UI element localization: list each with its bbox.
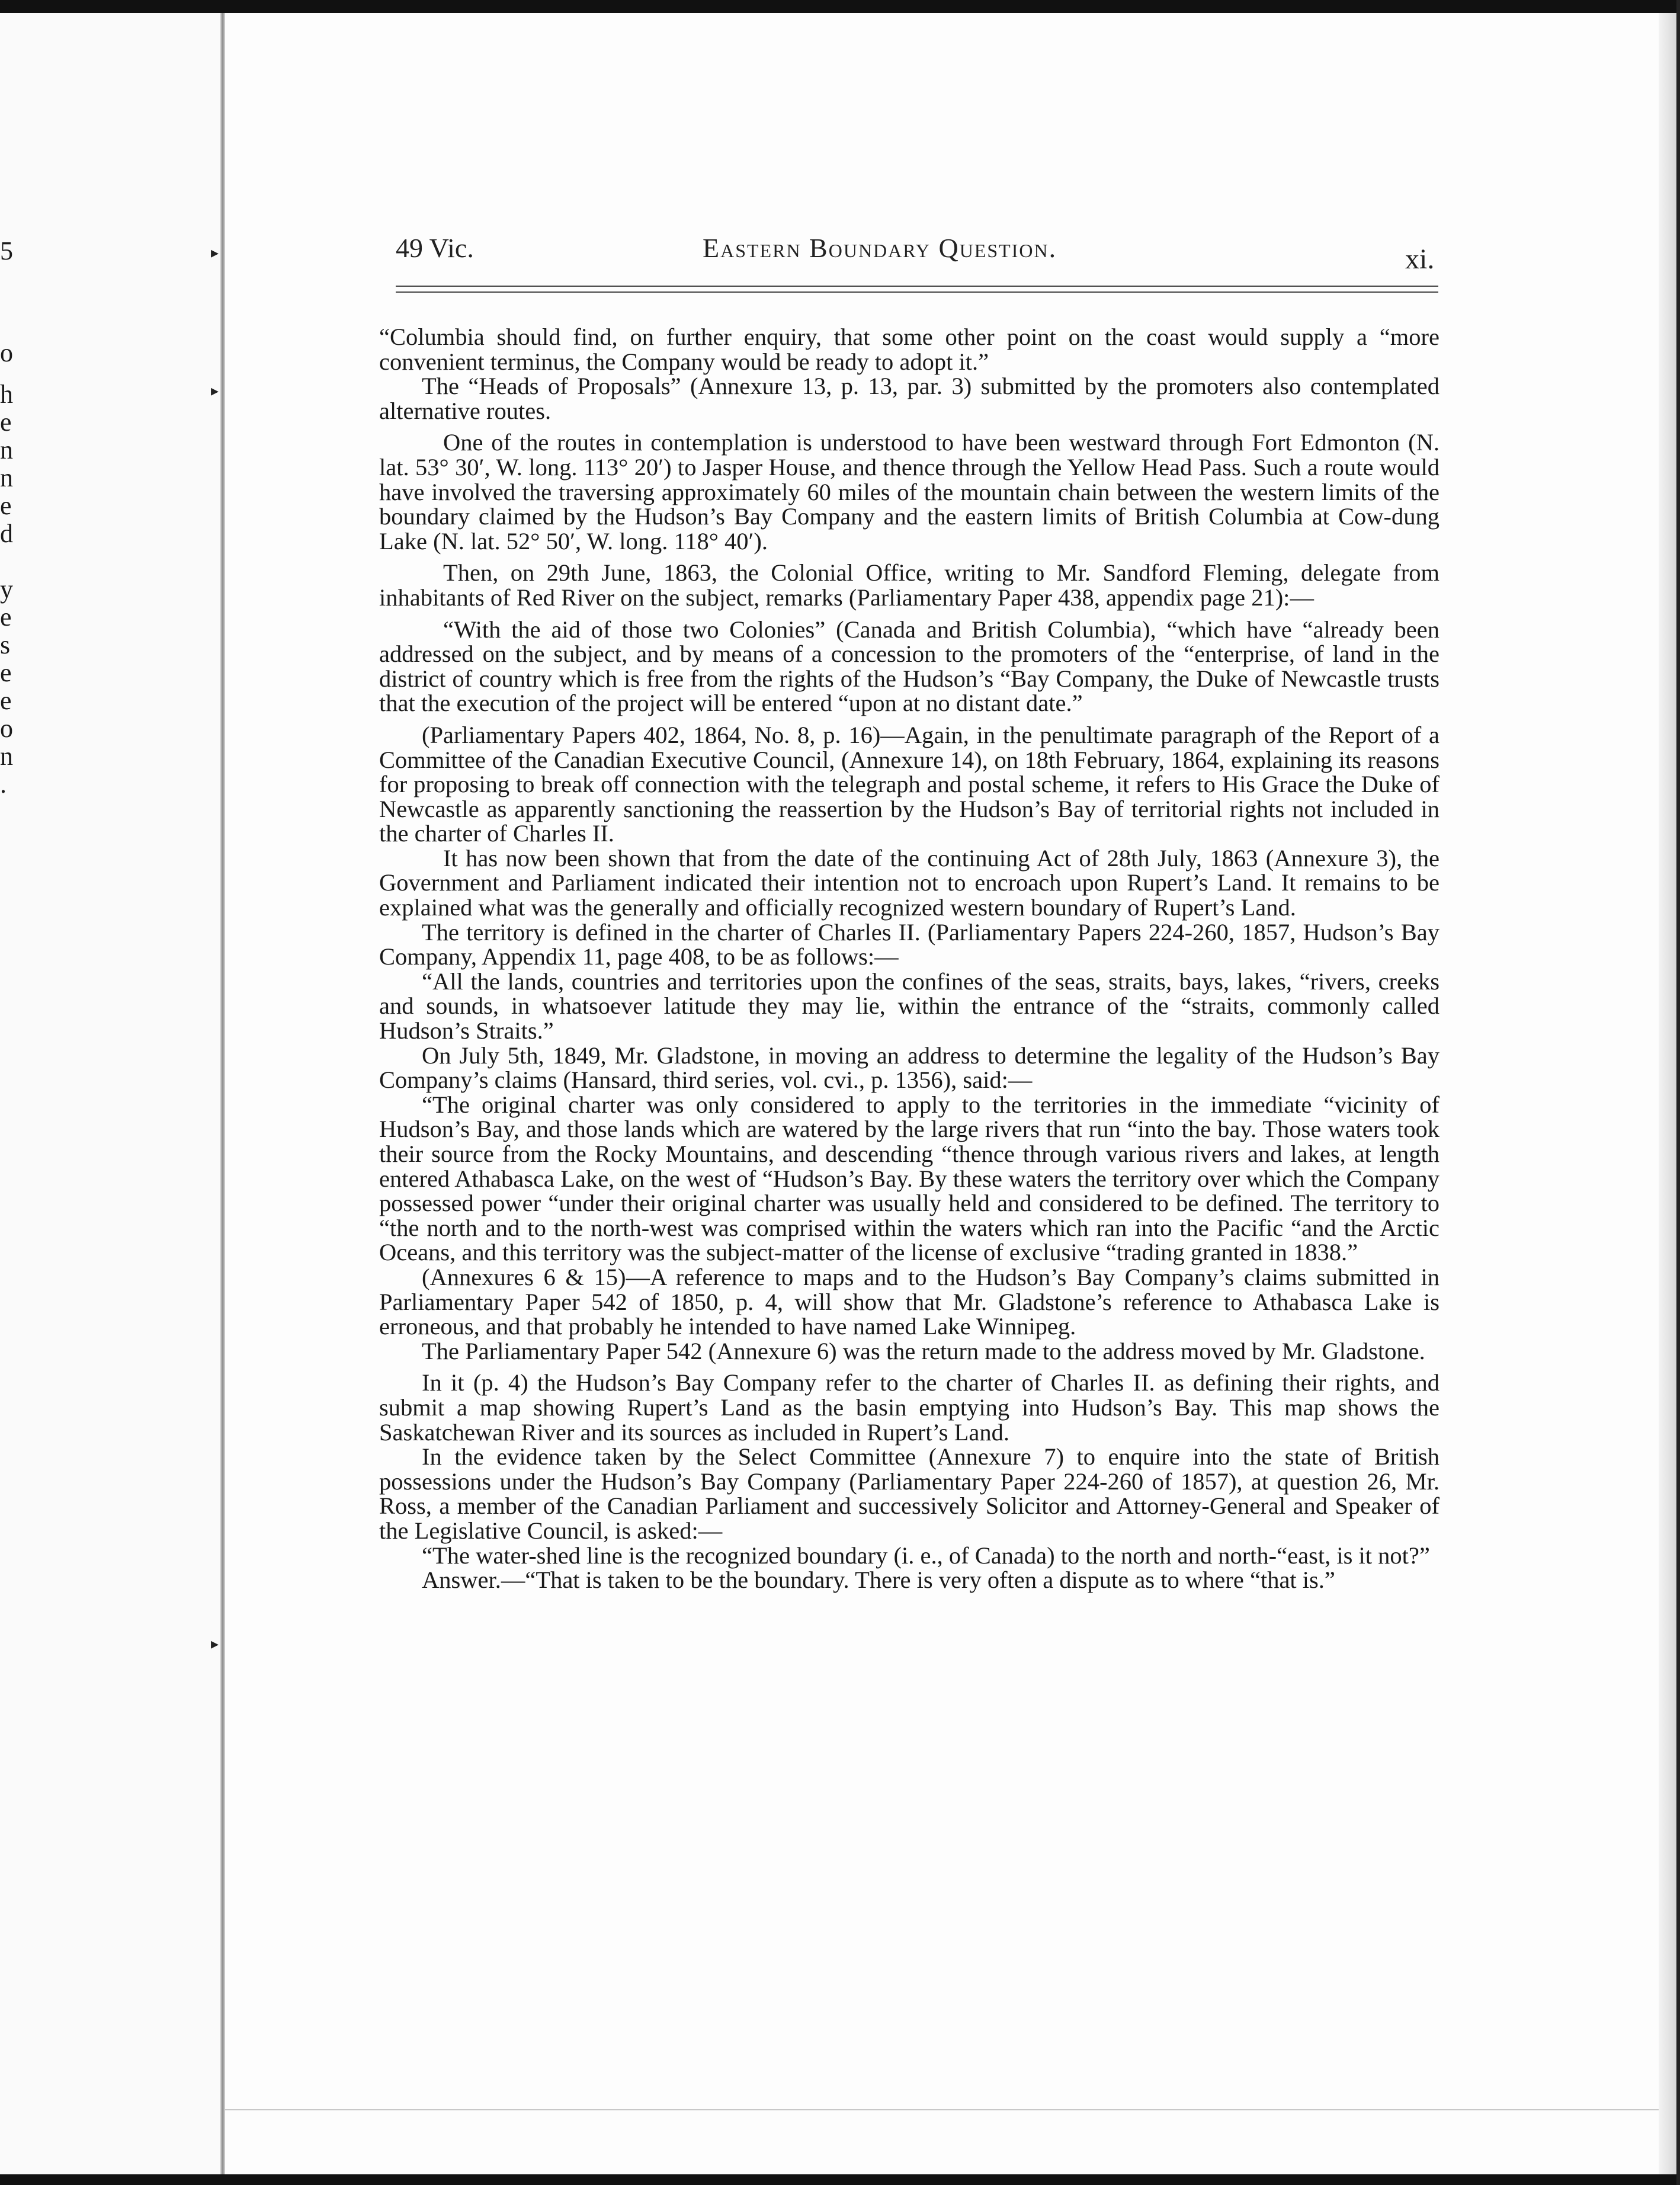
facing-page [0,13,220,2174]
paragraph: One of the routes in contemplation is understood to have been westward through Fort Edmonton (N. lat. 53° 30′, W. long. 113° 20′) to Jasper House, and thence through the Yellow Head Pass. Such a route would have involved the traversing approximately 60 miles of the mountain chain between the western limits of the boundary claimed by the Hudson’s Bay Company and the eastern limits of British Columbia at Cow-dung Lake (N. lat. 52° 50′, W. long. 118° 40′). [379,429,1439,555]
running-head-volume: 49 Vic. [396,233,474,263]
binding-mark: ▸ [211,382,219,399]
facing-letter: e [0,686,12,715]
facing-letter: s [0,630,11,659]
facing-letter: . [0,770,7,799]
quotation: “The water-shed line is the recognized boundary (i. e., of Canada) to the north and north-“east, is it not?” [422,1542,1430,1569]
paragraph: The Parliamentary Paper 542 (Annexure 6) was the return made to the address moved by Mr. Gladstone. [422,1337,1425,1364]
facing-letter: e [0,408,12,437]
header-rule-bottom [396,291,1438,293]
page-number: xi. [1405,244,1435,275]
binding-mark: ▸ [211,1635,219,1652]
paragraph: (Annexures 6 & 15)—A reference to maps and to the Hudson’s Bay Company’s claims submitted in Parliamentary Paper 542 of 1850, p. 4, will show that Mr. Gladstone’s reference to Athabasca Lake is erroneous, and that probably he intended to have named Lake Winnipeg. [379,1263,1439,1340]
scan-border-bottom [0,2174,1680,2185]
header-rule-top [396,286,1438,287]
facing-page-fragment-2: o [0,338,13,367]
paragraph: “Columbia should find, on further enquiry, that some other point on the coast would supply a “more convenient terminus, the Company would be ready to adopt it.” [379,323,1439,375]
quotation: “All the lands, countries and territories upon the confines of the seas, straits, bays, lakes, “rivers, creeks and sounds, in whatsoever latitude they may lie, within the entrance of the “straits, commonly called Hudson’s Straits.” [379,967,1439,1045]
facing-letter: d [0,519,13,548]
facing-letter: n [0,742,13,771]
running-head-title: Eastern Boundary Question. [703,233,1057,263]
paragraph: Then, on 29th June, 1863, the Colonial Office, writing to Mr. Sandford Fleming, delegate from inhabitants of Red River on the subject, remarks (Parliamentary Paper 438, appendix page 21):— [379,559,1439,611]
facing-letter: n [0,435,13,464]
facing-letter: y [0,575,13,604]
page-fold-shadow [1659,13,1676,2174]
paragraph: On July 5th, 1849, Mr. Gladstone, in moving an address to determine the legality of the Hudson’s Bay Company’s claims (Hansard, third series, vol. cvi., p. 1356), said:— [379,1042,1439,1094]
facing-letter: e [0,658,12,687]
facing-letter [0,547,13,575]
paragraph: In it (p. 4) the Hudson’s Bay Company refer to the charter of Charles II. as defining their rights, and submit a map showing Rupert’s Land as the basin emptying into Hudson’s Bay. This map shows the Saskatchewan River and its sources as included in Rupert’s Land. [379,1369,1439,1446]
paragraph: In the evidence taken by the Select Committee (Annexure 7) to enquire into the state of British possessions under the Hudson’s Bay Company (Parliamentary Paper 224-260 of 1857), at question 26, Mr. Ross, a member of the Canadian Parliament and successively Solicitor and Attorney-General and Speaker of the Legislative Council, is asked:— [379,1443,1439,1544]
facing-letter: e [0,491,12,520]
page-bottom-edge [225,2109,1659,2110]
facing-page-letters [0,380,13,798]
quotation: “With the aid of those two Colonies” (Canada and British Columbia), “which have “already been addressed on the subject, and by means of a concession to the promoters of the “enterprise, of land in the district of country which is free from the rights of the Hudson’s “Bay Company, the Duke of Newcastle trusts that the execution of the project will be entered “upon at no distant date.” [379,616,1439,717]
facing-letter: e [0,603,12,632]
paragraph: The territory is defined in the charter of Charles II. (Parliamentary Papers 224-260, 1857, Hudson’s Bay Company, Appendix 11, page 408, to be as follows:— [379,918,1439,970]
paragraph: It has now been shown that from the date of the continuing Act of 28th July, 1863 (Annexure 3), the Government and Parliament indicated their intention not to encroach upon Rupert’s Land. It remains to be explained what was the generally and officially recognized western boundary of Rupert’s Land. [379,844,1439,921]
paragraph: (Parliamentary Papers 402, 1864, No. 8, p. 16)—Again, in the penultimate paragraph of the Report of a Committee of the Canadian Executive Council, (Annexure 14), on 18th February, 1864, explaining its reasons for proposing to break off connection with the telegraph and postal scheme, it refers to His Grace the Duke of Newcastle as apparently sanctioning the reassertion by the Hudson’s Bay of territorial rights not included in the charter of Charles II. [379,721,1439,847]
body-text [379,325,1439,1593]
facing-letter: n [0,463,13,492]
paragraph: Answer.—“That is taken to be the boundary. There is very often a dispute as to where “that is.” [422,1566,1335,1594]
quotation: “The original charter was only considered to apply to the territories in the immediate “vicinity of Hudson’s Bay, and those lands which are watered by the large rivers that run “into the bay. Those waters took their source from the Rocky Mountains, and descending “thence through various rivers and lakes, at length entered Athabasca Lake, on the west of “Hudson’s Bay. By these waters the territory over which the Company possessed power “under their original charter was usually held and considered to be defined. The territory to “the north and to the north-west was comprised within the waters which ran into the Pacific “and the Arctic Oceans, and this territory was the subject-matter of the license of exclusive “trading granted in 1838.” [379,1091,1439,1266]
page-gutter [220,13,225,2174]
scan-border-top [0,0,1680,13]
binding-mark: ▸ [211,244,219,261]
scan-border-right [1676,0,1680,2185]
paragraph: The “Heads of Proposals” (Annexure 13, p. 13, par. 3) submitted by the promoters also contemplated alternative routes. [379,373,1439,424]
facing-letter: h [0,380,13,409]
facing-letter: o [0,714,13,743]
facing-page-fragment-top: 5 [0,236,13,265]
